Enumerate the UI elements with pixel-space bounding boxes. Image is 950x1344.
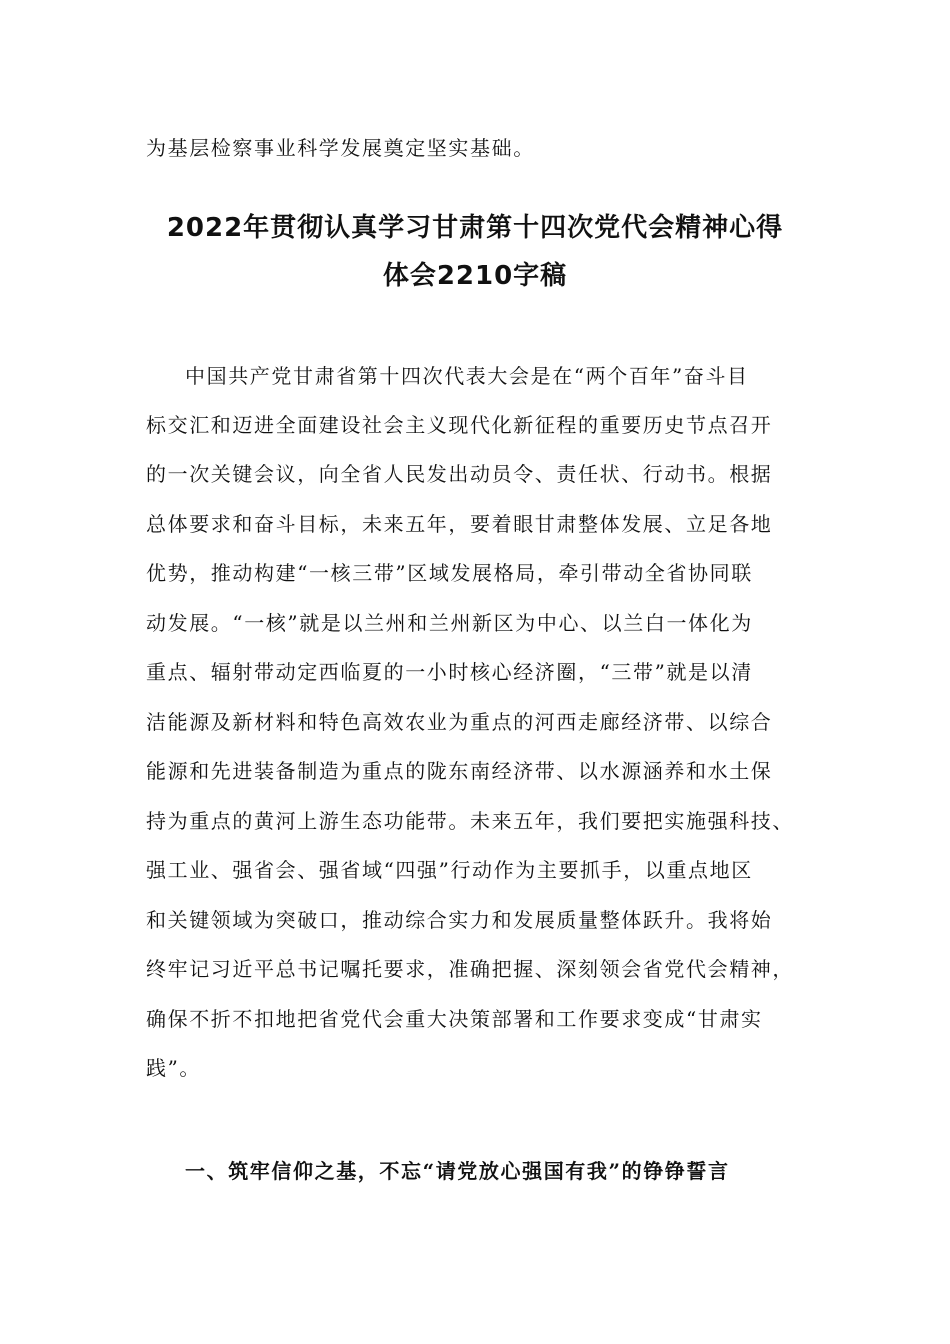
- title-line-1: 2022年贯彻认真学习甘肃第十四次党代会精神心得: [166, 213, 784, 243]
- paragraph-line: 重点、辐射带动定西临夏的一小时核心经济圈，“三带”就是以清: [146, 660, 753, 684]
- paragraph-line: 的一次关键会议，向全省人民发出动员令、责任状、行动书。根据: [146, 462, 773, 486]
- title-line-2: 体会2210字稿: [382, 261, 568, 291]
- paragraph-line: 和关键领域为突破口，推动综合实力和发展质量整体跃升。我将始: [146, 908, 773, 932]
- paragraph-line: 确保不折不扣地把省党代会重大决策部署和工作要求变成“甘肃实: [146, 1007, 763, 1031]
- paragraph-line: 践”。: [146, 1056, 202, 1080]
- continuation-text: 为基层检察事业科学发展奠定坚实基础。: [146, 136, 535, 160]
- paragraph-line: 强工业、强省会、强省域“四强”行动作为主要抓手，以重点地区: [146, 858, 753, 882]
- paragraph-line: 总体要求和奋斗目标，未来五年，要着眼甘肃整体发展、立足各地: [146, 512, 773, 536]
- paragraph-line: 终牢记习近平总书记嘱托要求，准确把握、深刻领会省党代会精神，: [146, 957, 794, 981]
- section-heading: 一、筑牢信仰之基，不忘“请党放心强国有我”的铮铮誓言: [185, 1159, 730, 1183]
- paragraph-line: 优势，推动构建“一核三带”区域发展格局，牵引带动全省协同联: [146, 561, 753, 585]
- paragraph-line: 中国共产党甘肃省第十四次代表大会是在“两个百年”奋斗目: [185, 364, 749, 388]
- paragraph-line: 洁能源及新材料和特色高效农业为重点的河西走廊经济带、以综合: [146, 710, 773, 734]
- paragraph-line: 能源和先进装备制造为重点的陇东南经济带、以水源涵养和水土保: [146, 759, 773, 783]
- paragraph-line: 持为重点的黄河上游生态功能带。未来五年，我们要把实施强科技、: [146, 809, 794, 833]
- paragraph-line: 动发展。“一核”就是以兰州和兰州新区为中心、以兰白一体化为: [146, 611, 753, 635]
- paragraph-line: 标交汇和迈进全面建设社会主义现代化新征程的重要历史节点召开: [146, 413, 773, 437]
